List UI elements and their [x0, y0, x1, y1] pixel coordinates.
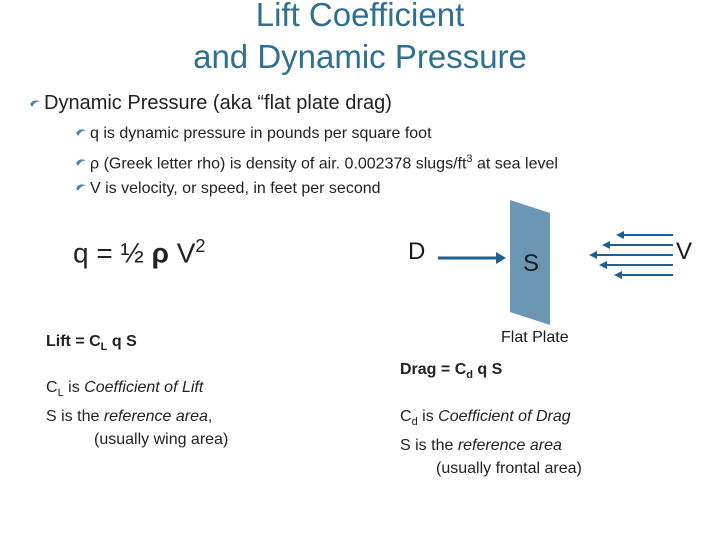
bullet-swoosh-icon [74, 180, 88, 194]
formula-v: V [168, 237, 196, 269]
dynamic-pressure-formula [73, 236, 205, 269]
sub-bullet-rho [74, 153, 558, 173]
flat-plate-diagram [400, 195, 720, 330]
drag-definition [400, 405, 582, 480]
formula-rho: ρ [151, 237, 169, 269]
velocity-arrowhead-3 [589, 251, 597, 259]
sub-bullet-v [74, 180, 381, 198]
lift-definition [46, 376, 228, 451]
page-title [0, 0, 720, 78]
drag-ref-italic: reference area [457, 437, 562, 455]
cl-pre: C [46, 379, 58, 396]
cl-definition [46, 376, 228, 405]
sub-bullet-rho-text: (Greek letter rho) is density of air. 0.002378 slugs/ft [103, 155, 467, 173]
velocity-arrows [595, 235, 673, 275]
bullet-swoosh-icon [74, 155, 88, 169]
drag-usual: (usually frontal area) [436, 460, 582, 478]
lift-ref-italic: reference area [103, 408, 208, 426]
lift-eq-pre: Lift = C [46, 333, 101, 350]
cd-italic: Coefficient of Drag [438, 408, 571, 425]
cl-sub: L [57, 387, 64, 400]
drag-reference-area [400, 434, 582, 457]
flat-plate-label: Flat Plate [501, 329, 569, 346]
velocity-arrowhead-2 [602, 241, 610, 249]
lift-reference-area [46, 405, 228, 428]
drag-eq-post: q S [472, 361, 503, 378]
area-label: S [523, 250, 540, 277]
drag-label: D [408, 238, 426, 265]
sub-bullet-v-text: V is velocity, or speed, in feet per second [90, 180, 381, 197]
lift-eq-post: q S [107, 333, 137, 350]
formula-exponent: 2 [195, 236, 206, 256]
lift-eq-sub: L [100, 341, 108, 354]
cl-italic: Coefficient of Lift [84, 379, 204, 396]
drag-equation [400, 358, 502, 387]
rho-exponent: 3 [466, 153, 473, 165]
cl-mid: is [63, 379, 85, 396]
sub-bullet-q [74, 125, 432, 143]
bullet-swoosh-icon [28, 96, 42, 110]
drag-ref-pre: S is the [400, 437, 458, 455]
lift-usual: (usually wing area) [94, 431, 229, 449]
title-line-1: Lift Coefficient [255, 0, 465, 33]
velocity-label: V [676, 238, 693, 265]
bullet-dynamic-pressure-text: Dynamic Pressure (aka “flat plate drag) [44, 92, 392, 114]
drag-arrow-head [496, 252, 506, 264]
lift-ref-pre: S is the [46, 408, 104, 426]
formula-lhs: q = ½ [73, 237, 152, 269]
lift-ref-post: , [207, 408, 213, 426]
title-line-2: and Dynamic Pressure [193, 38, 527, 75]
bullet-swoosh-icon [74, 125, 88, 139]
cd-mid: is [417, 408, 439, 425]
drag-eq-pre: Drag = C [400, 361, 467, 378]
cd-definition [400, 405, 582, 434]
bullet-dynamic-pressure [28, 92, 392, 115]
cd-pre: C [400, 408, 412, 425]
sub-bullet-q-text: q is dynamic pressure in pounds per square foot [90, 125, 432, 142]
sub-bullet-rho-tail: at sea level [472, 155, 558, 173]
velocity-arrowhead-4 [599, 261, 607, 269]
velocity-arrowhead-5 [614, 271, 622, 279]
velocity-arrowhead-1 [616, 231, 624, 239]
cd-sub: d [411, 416, 418, 429]
drag-eq-sub: d [466, 369, 473, 382]
rho-symbol: ρ [90, 155, 100, 173]
lift-equation [46, 330, 137, 359]
